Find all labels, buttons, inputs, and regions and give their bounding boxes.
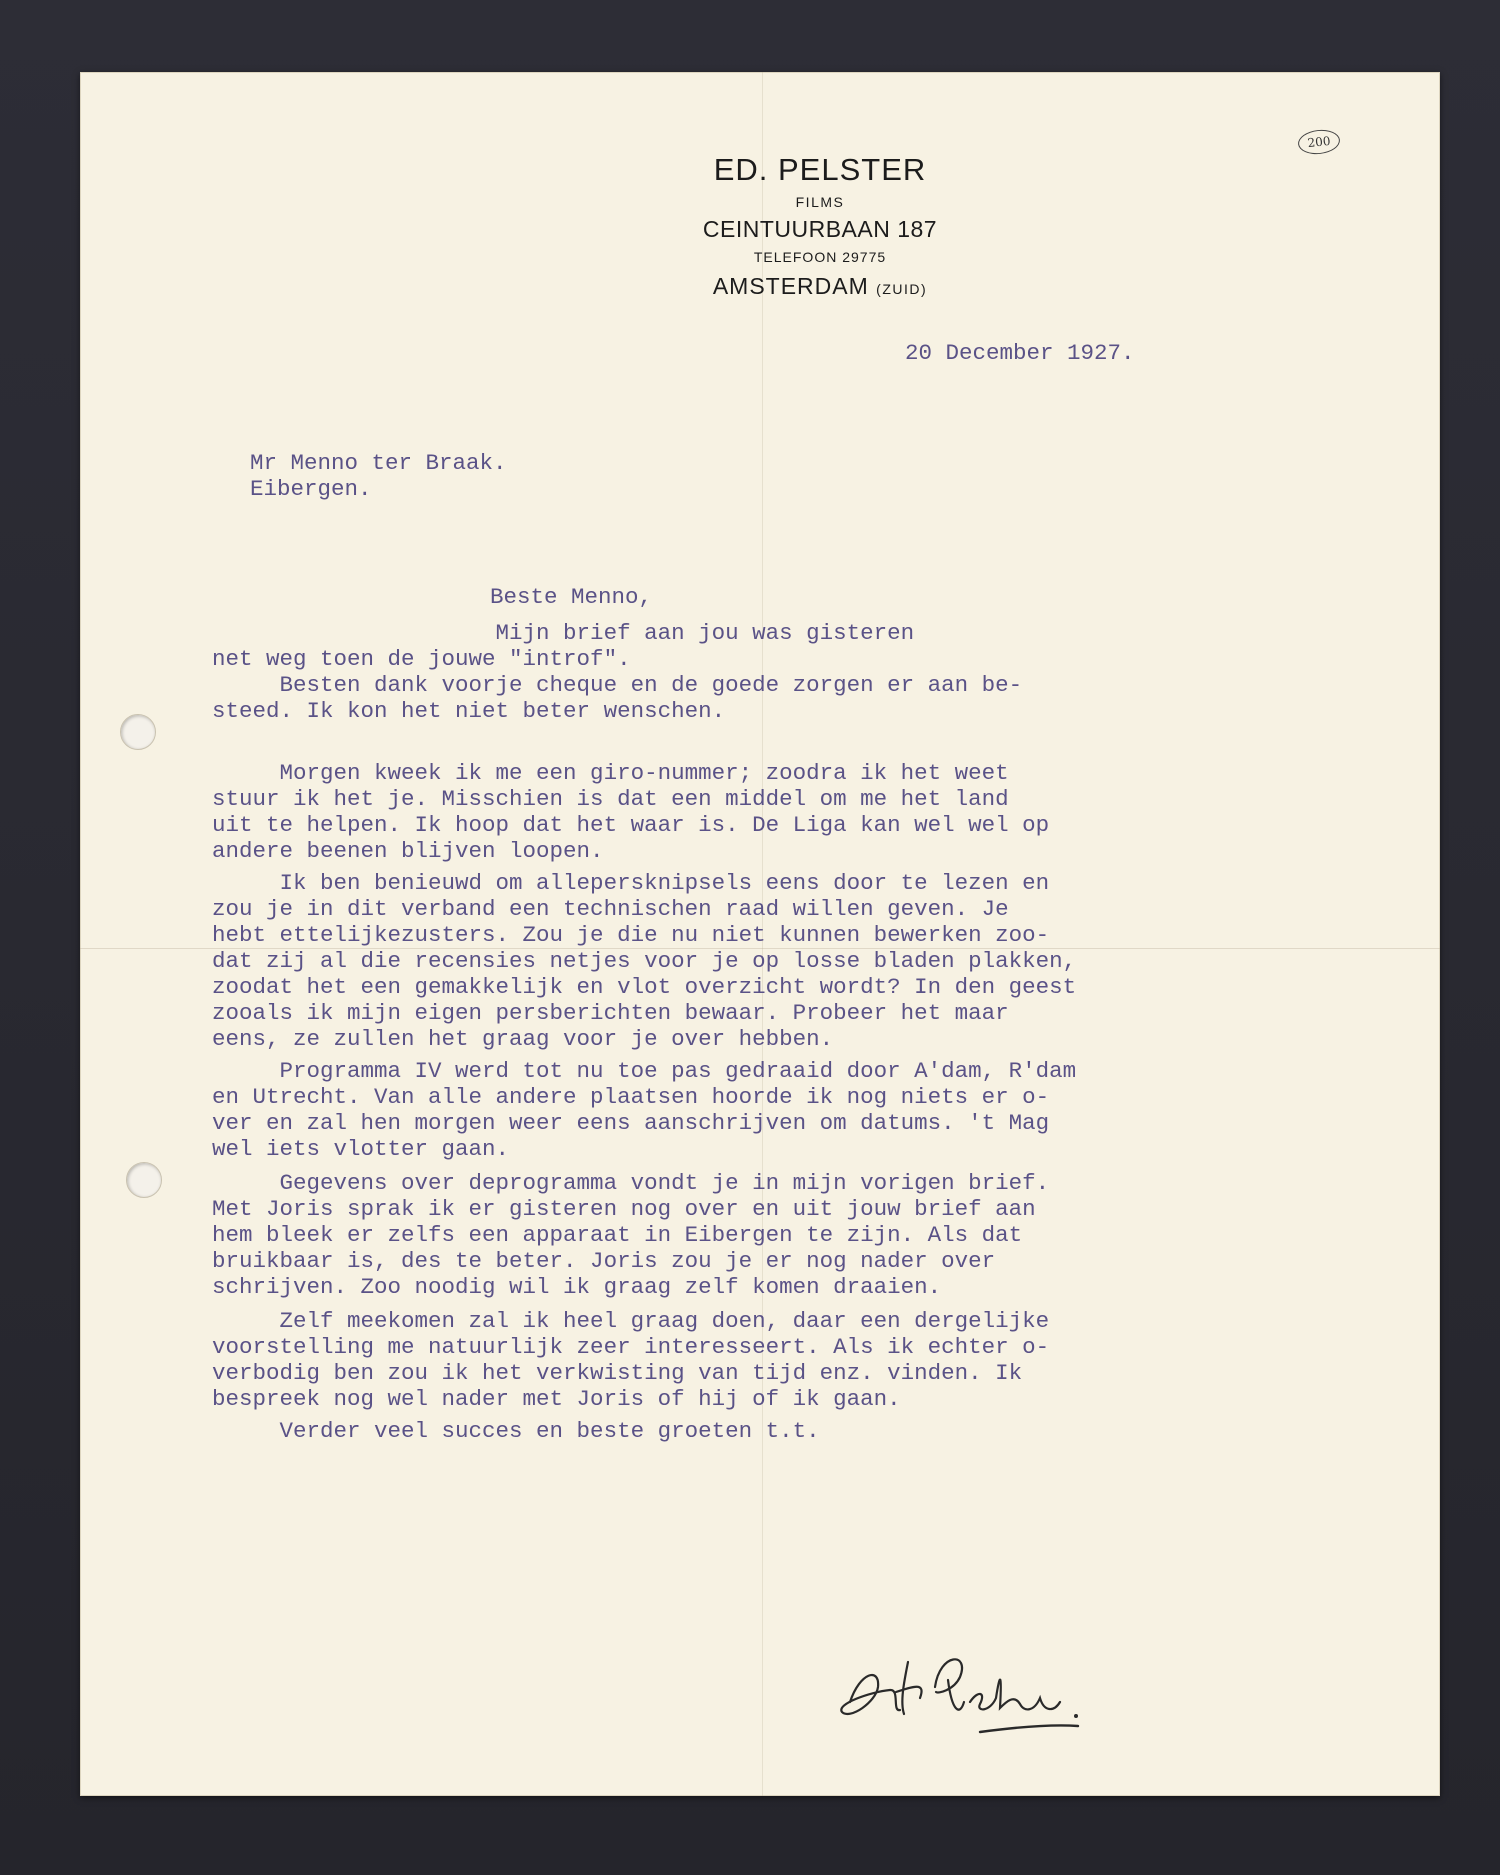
body-line: hebt ettelijkezusters. Zou je die nu niet kunnen bewerken zoo- [212,922,1050,948]
letterhead-telephone: TELEFOON 29775 [753,249,887,265]
body-line: hem bleek er zelfs een apparaat in Eibergen te zijn. Als dat [212,1222,1023,1248]
letter-date: 20 December 1927. [905,340,1135,366]
body-paragraph [212,760,1412,864]
body-line: Programma IV werd tot nu toe pas gedraaid door A'dam, R'dam [212,1058,1077,1084]
letterhead-address: CEINTUURBAAN 187 [702,216,938,242]
body-line: eens, ze zullen het graag voor je over hebben. [212,1026,834,1052]
body-line: uit te helpen. Ik hoop dat het waar is. De Liga kan wel wel op [212,812,1050,838]
handwritten-signature [830,1632,1090,1752]
body-paragraph [212,1418,1412,1444]
letterhead-district: (ZUID) [876,281,928,297]
body-line: net weg toen de jouwe "introf". [212,646,631,672]
body-line: stuur ik het je. Misschien is dat een middel om me het land [212,786,1009,812]
body-line: schrijven. Zoo noodig wil ik graag zelf komen draaien. [212,1274,942,1300]
body-line: en Utrecht. Van alle andere plaatsen hoorde ik nog niets er o- [212,1084,1050,1110]
archive-number-mark: 200 [1297,128,1341,156]
body-line: verbodig ben zou ik het verkwisting van tijd enz. vinden. Ik [212,1360,1023,1386]
body-paragraph [212,870,1412,1052]
body-line: Morgen kweek ik me een giro-nummer; zoodra ik het weet [212,760,1009,786]
body-line: Met Joris sprak ik er gisteren nog over en uit jouw brief aan [212,1196,1036,1222]
recipient-name: Mr Menno ter Braak. [250,450,507,476]
letterhead-name: ED. PELSTER [713,152,927,187]
body-line: zou je in dit verband een technischen raad willen geven. Je [212,896,1009,922]
body-paragraph [212,1308,1412,1412]
body-line: Zelf meekomen zal ik heel graag doen, daar een dergelijke [212,1308,1050,1334]
body-paragraph [212,620,1412,724]
body-line: Verder veel succes en beste groeten t.t. [212,1418,820,1444]
body-line: dat zij al die recensies netjes voor je op losse bladen plakken, [212,948,1077,974]
letter-page [80,72,1440,1796]
body-line: Besten dank voorje cheque en de goede zorgen er aan be- [212,672,1023,698]
body-line: wel iets vlotter gaan. [212,1136,510,1162]
body-line: bespreek nog wel nader met Joris of hij of ik gaan. [212,1386,901,1412]
letterhead-subtitle: FILMS [795,194,845,210]
recipient-place: Eibergen. [250,476,372,502]
punch-hole-lower [126,1162,162,1198]
body-line: andere beenen blijven loopen. [212,838,604,864]
letterhead-city-line [580,273,1060,300]
letterhead-city: AMSTERDAM [712,273,869,299]
body-line: Gegevens over deprogramma vondt je in mijn vorigen brief. [212,1170,1050,1196]
body-paragraph [212,1170,1412,1300]
body-paragraph [212,1058,1412,1162]
salutation: Beste Menno, [490,584,653,610]
body-line: zooals ik mijn eigen persberichten bewaar. Probeer het maar [212,1000,1009,1026]
letterhead [580,152,1060,300]
body-line: Ik ben benieuwd om allepersknipsels eens door te lezen en [212,870,1050,896]
body-line: bruikbaar is, des te beter. Joris zou je er nog nader over [212,1248,996,1274]
body-line: zoodat het een gemakkelijk en vlot overzicht wordt? In den geest [212,974,1077,1000]
body-line: ver en zal hen morgen weer eens aanschrijven om datums. 't Mag [212,1110,1050,1136]
punch-hole-upper [120,714,156,750]
body-line: voorstelling me natuurlijk zeer interesseert. Als ik echter o- [212,1334,1050,1360]
body-line: steed. Ik kon het niet beter wenschen. [212,698,726,724]
body-line: Mijn brief aan jou was gisteren [212,620,915,646]
